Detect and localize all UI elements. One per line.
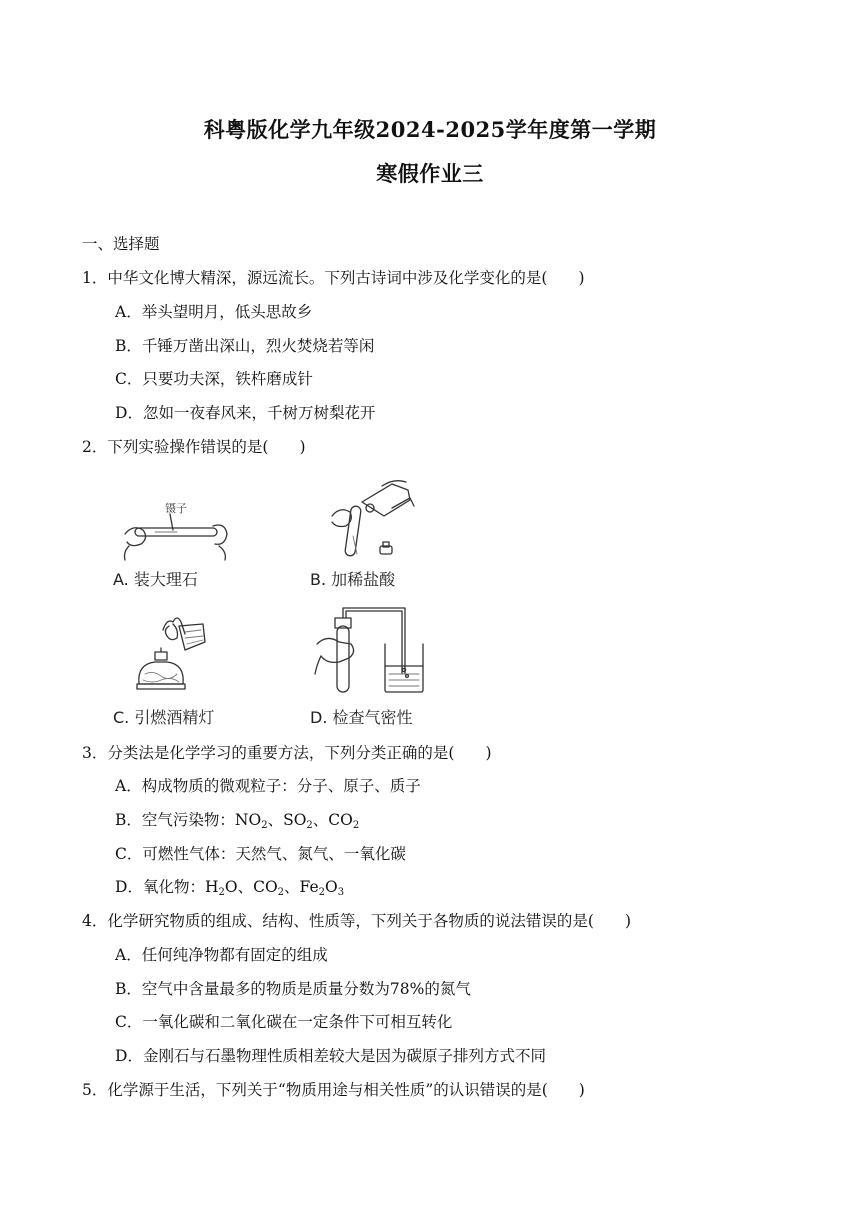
document-subtitle: 寒假作业三 <box>376 161 484 186</box>
section-heading: 一、选择题 <box>82 235 160 253</box>
figure-d-airtightness-check <box>313 604 443 696</box>
q1-option-c: C．只要功夫深，铁杵磨成针 <box>115 370 313 388</box>
question-stem: 化学研究物质的组成、结构、性质等，下列关于各物质的说法错误的是( ) <box>107 912 631 930</box>
q3-option-a: A．构成物质的微观粒子：分子、原子、质子 <box>115 777 421 795</box>
question-number: 3 <box>82 744 92 762</box>
q4-option-a: A．任何纯净物都有固定的组成 <box>115 946 328 964</box>
q1-option-a: A．举头望明月，低头思故乡 <box>115 303 313 321</box>
question-number: 2 <box>82 438 92 456</box>
question-stem: 下列实验操作错误的是( ) <box>107 438 306 456</box>
question-2: 2．下列实验操作错误的是( ) <box>82 438 306 456</box>
question-stem: 中华文化博大精深，源远流长。下列古诗词中涉及化学变化的是( ) <box>107 269 585 287</box>
figure-d-caption: D. 检查气密性 <box>310 708 413 727</box>
question-stem: 化学源于生活，下列关于“物质用途与相关性质”的认识错误的是( ) <box>107 1081 585 1099</box>
figure-a-tweezers-tube <box>115 512 235 562</box>
q4-option-b: B．空气中含量最多的物质是质量分数为78%的氮气 <box>115 980 471 998</box>
figure-b-acid-pouring <box>322 476 422 558</box>
question-number: 4 <box>82 912 92 930</box>
question-5: 5．化学源于生活，下列关于“物质用途与相关性质”的认识错误的是( ) <box>82 1081 585 1099</box>
q3-option-d: D．氧化物：$H_2O$、$CO_2$、$Fe_2O_3$ <box>115 878 345 898</box>
q4-option-c: C．一氧化碳和二氧化碳在一定条件下可相互转化 <box>115 1013 453 1031</box>
q3-option-b: B．空气污染物：$NO_2$、$SO_2$、$CO_2$ <box>115 811 360 831</box>
figure-a-caption: A. 装大理石 <box>113 570 198 589</box>
question-1: 1．中华文化博大精深，源远流长。下列古诗词中涉及化学变化的是( ) <box>82 269 585 287</box>
figure-c-caption: C. 引燃酒精灯 <box>113 708 215 727</box>
q1-option-b: B．千锤万凿出深山，烈火焚烧若等闲 <box>115 337 375 355</box>
question-stem: 分类法是化学学习的重要方法，下列分类正确的是( ) <box>107 744 492 762</box>
question-number: 5 <box>82 1081 92 1099</box>
q1-option-d: D．忽如一夜春风来，千树万树梨花开 <box>115 404 376 422</box>
q3-option-c: C．可燃性气体：天然气、氮气、一氧化碳 <box>115 845 406 863</box>
figure-b-caption: B. 加稀盐酸 <box>310 570 396 589</box>
question-number: 1 <box>82 269 92 287</box>
q4-option-d: D．金刚石与石墨物理性质相差较大是因为碳原子排列方式不同 <box>115 1047 546 1065</box>
document-title: 科粤版化学九年级2024-2025学年度第一学期 <box>203 117 657 142</box>
question-4: 4．化学研究物质的组成、结构、性质等，下列关于各物质的说法错误的是( ) <box>82 912 631 930</box>
tweezers-label: 镊子 <box>165 502 187 515</box>
question-3: 3．分类法是化学学习的重要方法，下列分类正确的是( ) <box>82 744 492 762</box>
figure-c-alcohol-lamp <box>133 612 213 698</box>
